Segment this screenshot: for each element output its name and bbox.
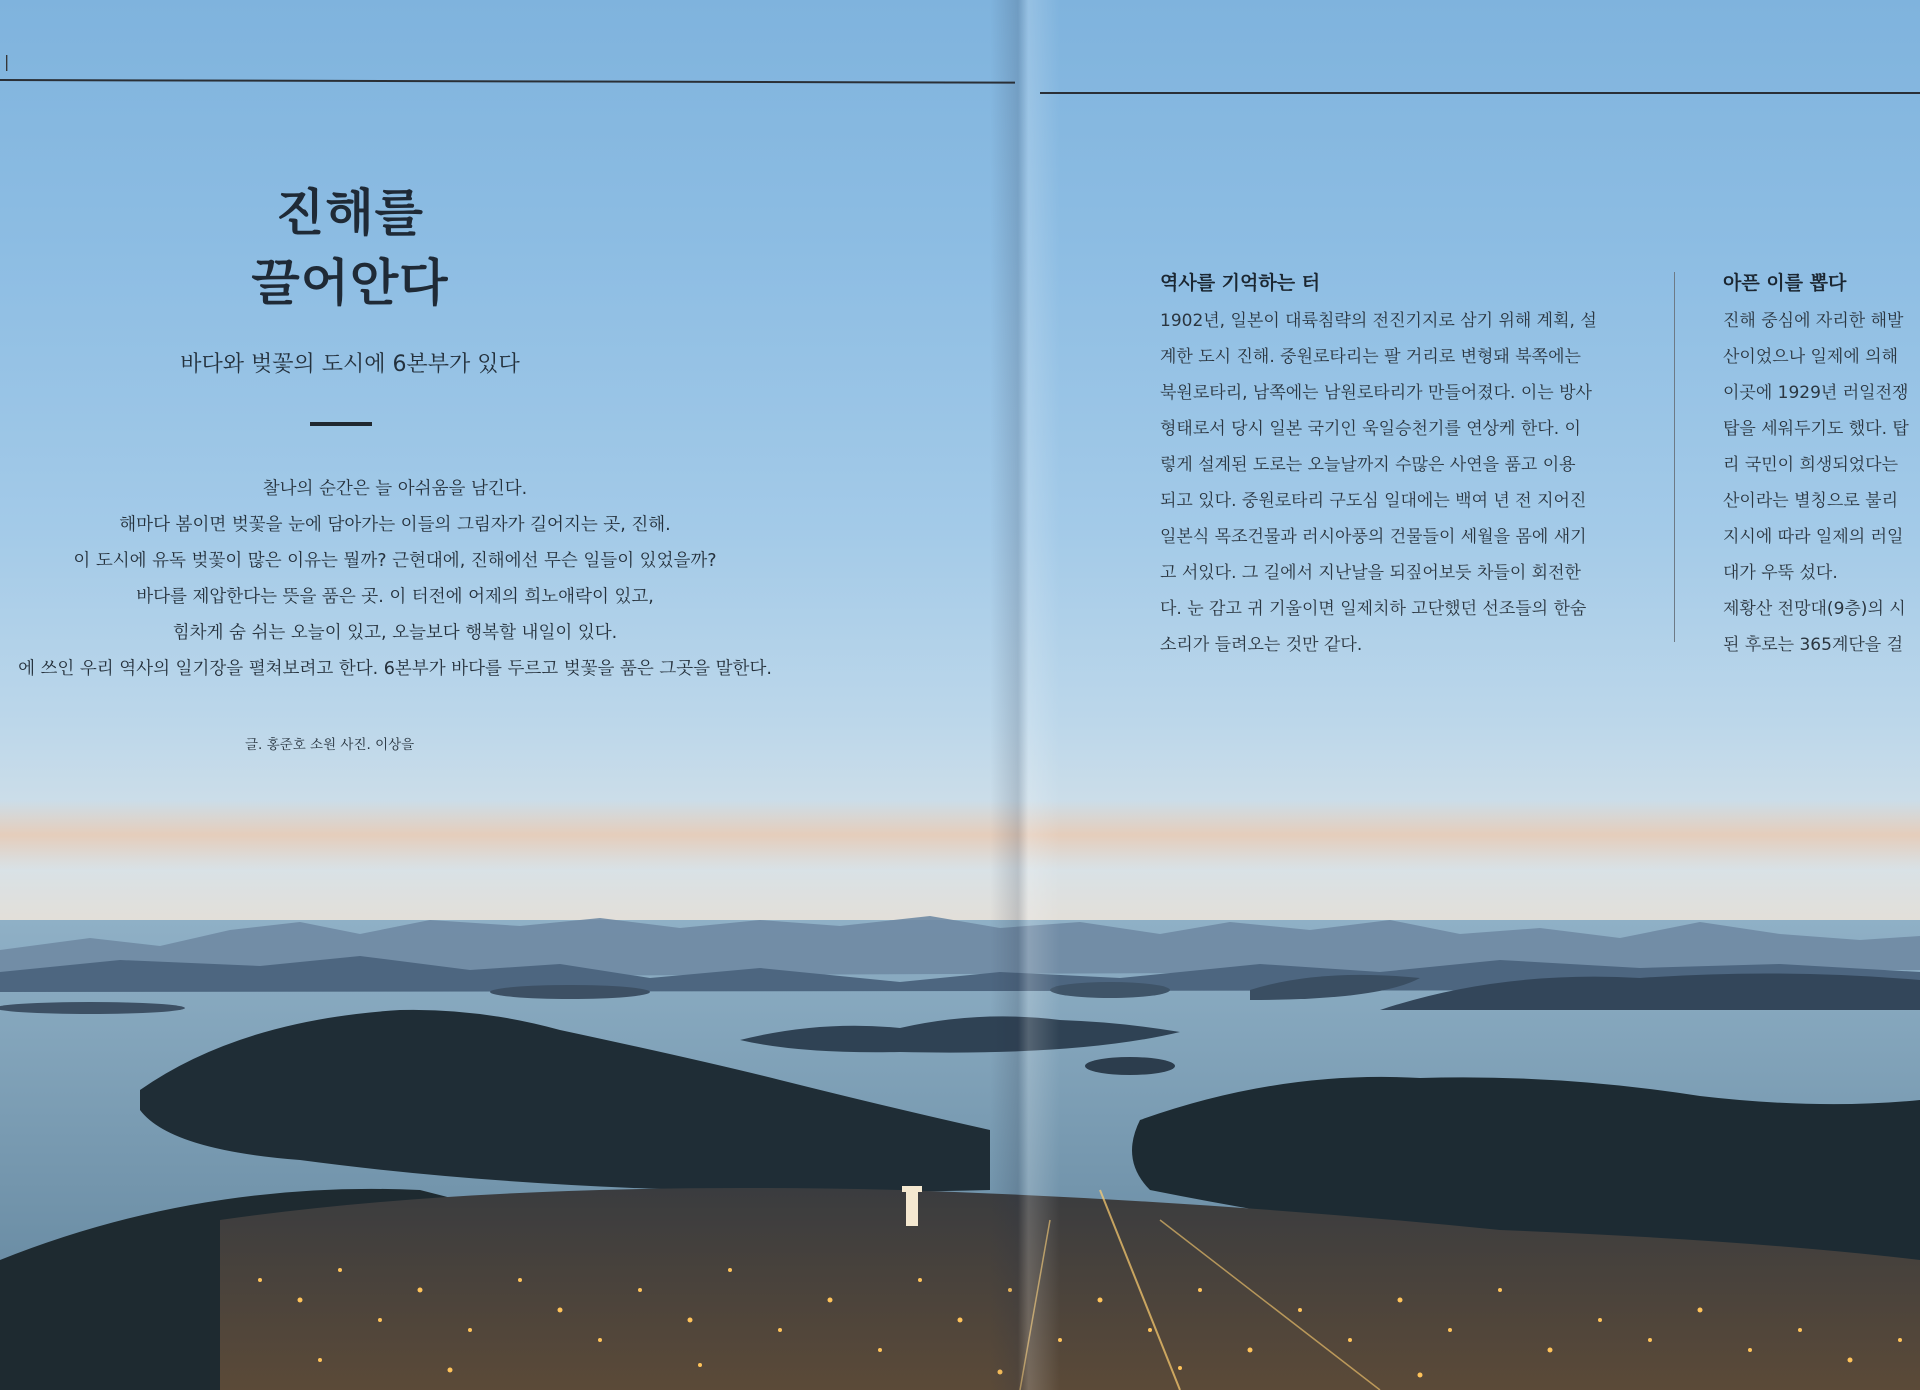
page-folio: | <box>4 52 10 71</box>
body-line: 형태로서 당시 일본 국기인 욱일승천기를 연상케 한다. 이 <box>1160 419 1581 439</box>
byline-credit: 글. 홍준호 소원 사진. 이상을 <box>245 737 415 753</box>
section-heading: 아픈 이를 뽑다 <box>1723 272 1847 294</box>
body-line: 산이었으나 일제에 의해 <box>1723 347 1899 367</box>
top-rule-right <box>1040 92 1920 94</box>
section-history-column <box>1160 268 1630 663</box>
body-line: 산이라는 별칭으로 불리 <box>1723 491 1899 511</box>
lead-line: 이 도시에 유독 벚꽃이 많은 이유는 뭘까? 근현대에, 진해에선 무슨 일들이 있었을까? <box>73 551 717 571</box>
body-line: 일본식 목조건물과 러시아풍의 건물들이 세월을 몸에 새기 <box>1160 527 1587 547</box>
article-title <box>200 178 500 318</box>
body-line: 제황산 전망대(9층)의 시 <box>1723 599 1906 619</box>
body-line: 계한 도시 진해. 중원로타리는 팔 거리로 변형돼 북쪽에는 <box>1160 347 1581 367</box>
body-line: 이곳에 1929년 러일전쟁 <box>1723 383 1909 403</box>
body-line: 리 국민이 희생되었다는 <box>1723 455 1899 475</box>
lead-line: 바다를 제압한다는 뜻을 품은 곳. 이 터전에 어제의 희노애락이 있고, <box>136 587 654 607</box>
article-subtitle: 바다와 벚꽃의 도시에 6본부가 있다 <box>180 352 520 377</box>
body-line: 고 서있다. 그 길에서 지난날을 되짚어보듯 차들이 회전한 <box>1160 563 1581 583</box>
lead-line: 해마다 봄이면 벚꽃을 눈에 담아가는 이들의 그림자가 길어지는 곳, 진해. <box>119 515 671 535</box>
body-line: 된 후로는 365계단을 걸 <box>1723 635 1904 655</box>
body-line: 진해 중심에 자리한 해발 <box>1723 311 1904 331</box>
body-line: 다. 눈 감고 귀 기울이면 일제치하 고단했던 선조들의 한숨 <box>1160 599 1587 619</box>
section-heading: 역사를 기억하는 터 <box>1160 272 1321 294</box>
body-line: 되고 있다. 중원로타리 구도심 일대에는 백여 년 전 지어진 <box>1160 491 1587 511</box>
harbor-city-landscape-photo <box>0 860 1920 1390</box>
lead-paragraph <box>0 471 790 687</box>
page-gutter <box>990 0 1060 1390</box>
body-line: 북원로타리, 남쪽에는 남원로타리가 만들어졌다. 이는 방사 <box>1160 383 1592 403</box>
body-line: 1902년, 일본이 대륙침략의 전진기지로 삼기 위해 계획, 설 <box>1160 311 1597 331</box>
title-line-1: 진해를 <box>276 184 424 242</box>
body-line: 렇게 설계된 도로는 오늘날까지 수많은 사연을 품고 이용 <box>1160 455 1576 475</box>
body-line: 탑을 세워두기도 했다. 탑 <box>1723 419 1909 439</box>
section-pull-column <box>1723 268 1920 663</box>
column-divider <box>1674 272 1675 642</box>
body-line: 대가 우뚝 섰다. <box>1723 563 1838 583</box>
body-line: 지시에 따라 일제의 러일 <box>1723 527 1904 547</box>
title-line-2: 끌어안다 <box>251 254 449 312</box>
lead-line: 찰나의 순간은 늘 아쉬움을 남긴다. <box>262 479 528 499</box>
lead-line: 에 쓰인 우리 역사의 일기장을 펼쳐보려고 한다. 6본부가 바다를 두르고 벚꽃을 품은 그곳을 말한다. <box>18 659 772 679</box>
title-divider <box>310 422 372 426</box>
lead-line: 힘차게 숨 쉬는 오늘이 있고, 오늘보다 행복할 내일이 있다. <box>172 623 618 643</box>
body-line: 소리가 들려오는 것만 같다. <box>1160 635 1363 655</box>
